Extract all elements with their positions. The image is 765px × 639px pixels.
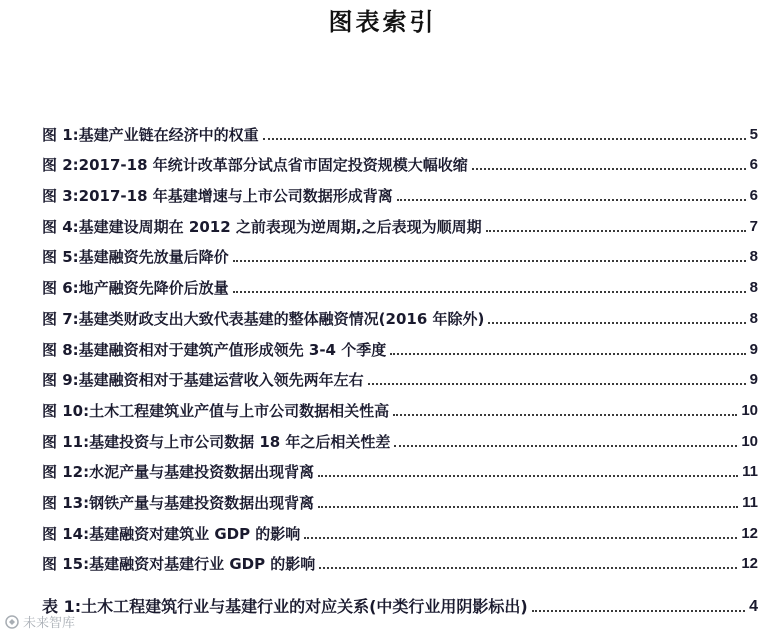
dot-leader	[319, 567, 737, 569]
entry-label: 图 15:	[42, 555, 90, 574]
entry-title: 基建投资与上市公司数据 18 年之后相关性差	[89, 432, 391, 451]
entry-page-number: 8	[749, 309, 758, 327]
dot-leader	[233, 291, 746, 293]
entry-label: 图 4:	[42, 217, 79, 236]
dot-leader	[532, 610, 745, 612]
toc-entry[interactable]	[42, 145, 758, 176]
entry-page-number: 6	[749, 156, 758, 174]
dot-leader	[318, 506, 738, 508]
toc-entry[interactable]	[42, 513, 758, 544]
entry-title: 基建融资对基建行业 GDP 的影响	[89, 555, 316, 574]
entry-title: 基建建设周期在 2012 之前表现为逆周期,之后表现为顺周期	[78, 217, 482, 236]
toc-entry[interactable]	[42, 237, 758, 268]
entry-page-number: 12	[741, 524, 758, 542]
entry-page-number: 10	[741, 401, 758, 419]
entry-page-number: 12	[741, 555, 758, 573]
entry-label: 图 13:	[42, 493, 90, 512]
entry-title: 土木工程建筑业产值与上市公司数据相关性高	[89, 401, 390, 420]
dot-leader	[318, 475, 738, 477]
entry-label: 图 6:	[42, 279, 79, 298]
entry-page-number: 10	[741, 432, 758, 450]
entry-label: 图 7:	[42, 309, 79, 328]
toc-entry[interactable]	[42, 544, 758, 575]
entry-page-number: 11	[742, 463, 758, 481]
entry-label: 图 9:	[42, 371, 79, 390]
entry-title: 水泥产量与基建投资数据出现背离	[89, 463, 315, 482]
toc-entry[interactable]	[42, 329, 758, 360]
entry-page-number: 5	[749, 125, 758, 143]
toc-entry[interactable]	[42, 360, 758, 391]
toc-table-entry[interactable]	[42, 586, 758, 617]
dot-leader	[397, 199, 746, 201]
entry-label: 图 11:	[42, 432, 90, 451]
entry-title: 2017-18 年统计改革部分试点省市固定投资规模大幅收缩	[78, 156, 468, 175]
entry-label: 图 1:	[42, 125, 79, 144]
entry-title: 基建类财政支出大致代表基建的整体融资情况(2016 年除外)	[78, 309, 485, 328]
entry-title: 基建融资先放量后降价	[78, 248, 229, 267]
entry-page-number: 7	[749, 217, 758, 235]
entry-page-number: 6	[749, 187, 758, 205]
entry-label: 图 14:	[42, 524, 90, 543]
entry-title: 土木工程建筑行业与基建行业的对应关系(中类行业用阴影标出)	[81, 597, 528, 616]
entry-page-number: 9	[749, 340, 758, 358]
entry-title: 基建融资相对于基建运营收入领先两年左右	[78, 371, 364, 390]
watermark-logo-icon	[4, 614, 20, 630]
entry-label: 图 12:	[42, 463, 90, 482]
dot-leader	[486, 230, 746, 232]
dot-leader	[304, 537, 737, 539]
entry-label: 图 10:	[42, 401, 90, 420]
watermark	[4, 612, 75, 631]
entry-page-number: 8	[749, 279, 758, 297]
toc-entry[interactable]	[42, 390, 758, 421]
dot-leader	[488, 322, 745, 324]
toc-entry[interactable]	[42, 421, 758, 452]
toc-entry[interactable]	[42, 452, 758, 483]
entry-label: 图 3:	[42, 187, 79, 206]
entry-title: 基建融资相对于建筑产值形成领先 3-4 个季度	[78, 340, 387, 359]
toc-entry[interactable]	[42, 267, 758, 298]
toc-entry[interactable]	[42, 298, 758, 329]
entry-label: 图 8:	[42, 340, 79, 359]
entry-page-number: 8	[749, 248, 758, 266]
dot-leader	[368, 383, 746, 385]
page-title: 图表索引	[328, 7, 437, 36]
toc-entry[interactable]	[42, 482, 758, 513]
dot-leader	[393, 414, 737, 416]
toc-entry[interactable]	[42, 206, 758, 237]
entry-page-number: 4	[749, 598, 758, 615]
entry-title: 基建产业链在经济中的权重	[78, 125, 259, 144]
dot-leader	[472, 168, 746, 170]
toc-entry[interactable]	[42, 114, 758, 145]
figure-index-list	[42, 114, 758, 617]
dot-leader	[390, 353, 745, 355]
dot-leader	[263, 138, 746, 140]
dot-leader	[233, 260, 746, 262]
toc-entry[interactable]	[42, 175, 758, 206]
entry-page-number: 11	[742, 493, 758, 511]
entry-label: 表 1:	[42, 597, 82, 616]
dot-leader	[394, 445, 737, 447]
entry-label: 图 5:	[42, 248, 79, 267]
entry-title: 地产融资先降价后放量	[78, 279, 229, 298]
entry-label: 图 2:	[42, 156, 79, 175]
entry-title: 基建融资对建筑业 GDP 的影响	[89, 524, 301, 543]
entry-title: 钢铁产量与基建投资数据出现背离	[89, 493, 315, 512]
watermark-text: 未来智库	[23, 616, 76, 631]
entry-page-number: 9	[749, 371, 758, 389]
entry-title: 2017-18 年基建增速与上市公司数据形成背离	[78, 187, 393, 206]
